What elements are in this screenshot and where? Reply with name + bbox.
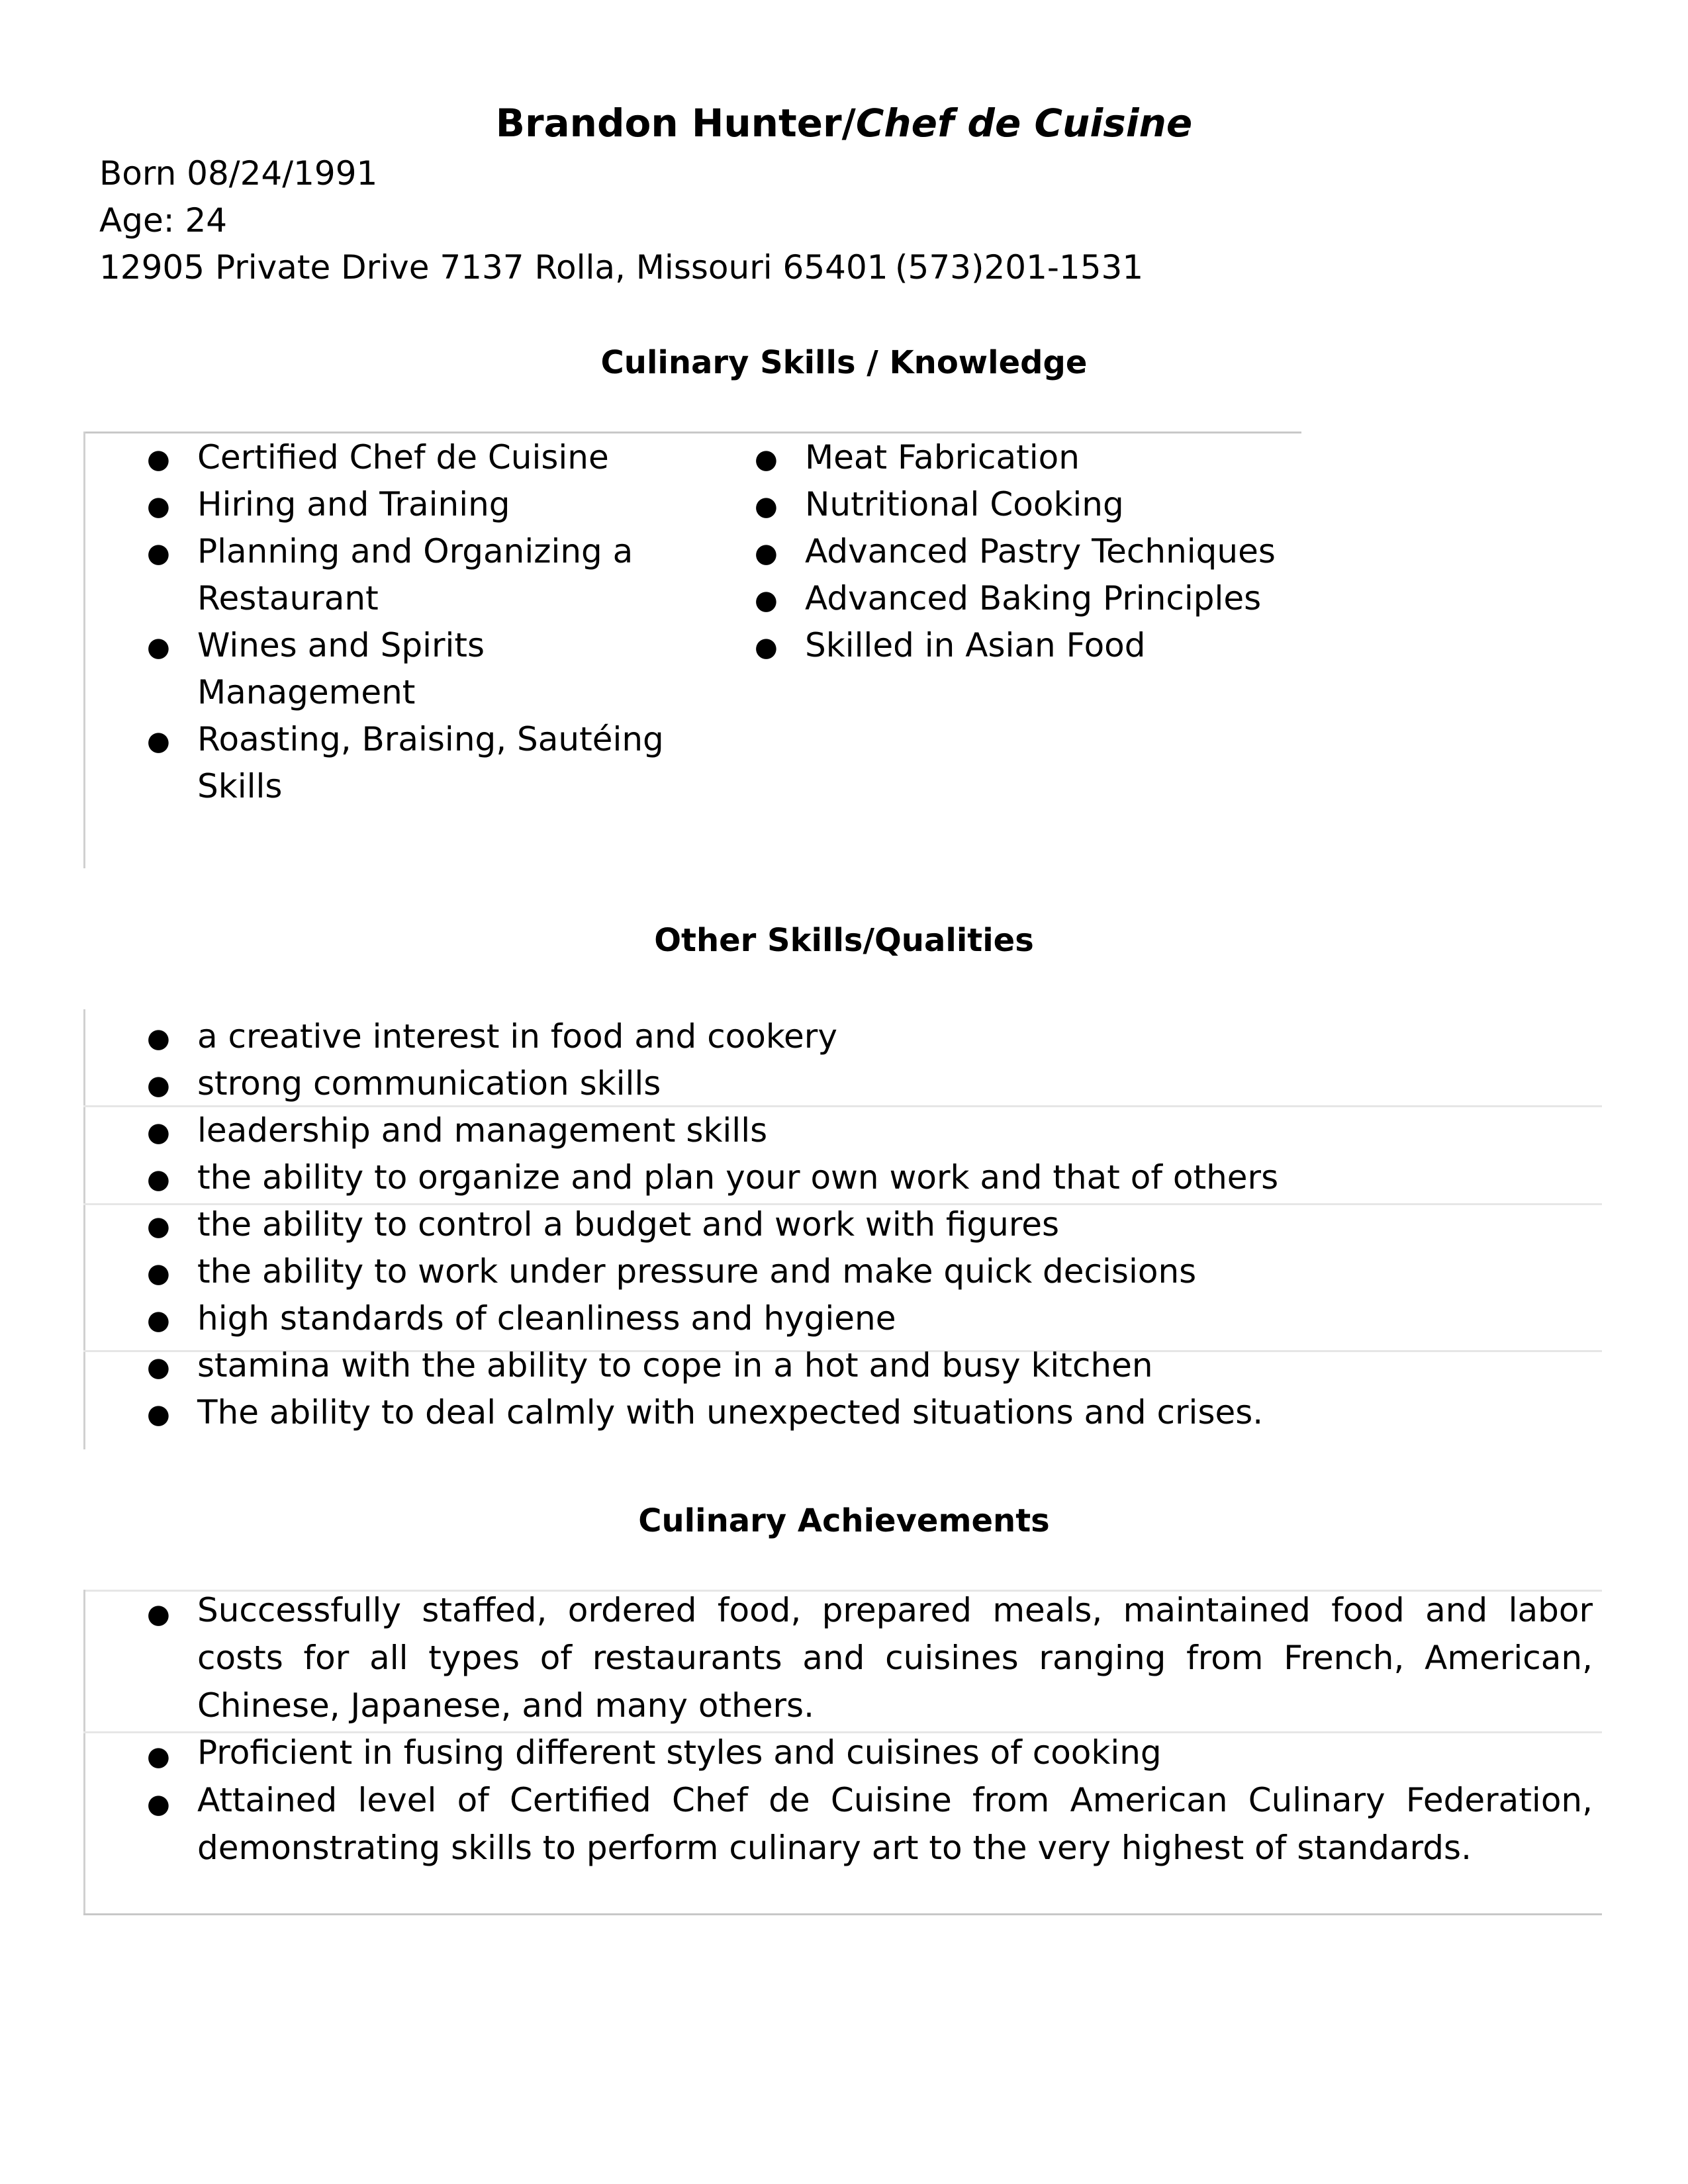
list-item: Attained level of Certified Chef de Cuisine from American Culinary Federation, demonstrating skills to perform culinary art to the very highest of standards. [197, 1781, 1593, 1867]
bullet-icon: ● [147, 1352, 170, 1383]
candidate-role: Chef de Cuisine [855, 101, 1193, 146]
list-item: leadership and management skills [197, 1111, 768, 1150]
candidate-name: Brandon Hunter [495, 101, 842, 146]
list-item: stamina with the ability to cope in a hot and busy kitchen [197, 1346, 1153, 1385]
bullet-icon: ● [147, 1023, 170, 1054]
bullet-icon: ● [147, 1789, 170, 1819]
table-divider [83, 1105, 1602, 1107]
title-separator: / [841, 101, 856, 146]
bullet-icon: ● [147, 538, 170, 569]
list-item: Advanced Pastry Techniques [805, 532, 1276, 570]
bullet-icon: ● [147, 726, 170, 756]
bullet-icon: ● [755, 585, 778, 615]
other-skills-heading: Other Skills/Qualities [654, 922, 1034, 959]
bullet-icon: ● [147, 1070, 170, 1101]
bullet-icon: ● [147, 1258, 170, 1289]
bullet-icon: ● [755, 444, 778, 475]
bullet-icon: ● [147, 444, 170, 475]
achievements-heading: Culinary Achievements [638, 1502, 1050, 1539]
list-item: Advanced Baking Principles [805, 579, 1262, 617]
list-item: Restaurant [197, 579, 379, 617]
list-item: Wines and Spirits [197, 626, 485, 664]
list-item: the ability to control a budget and work with figures [197, 1205, 1060, 1244]
phone-number: (573)201-1531 [895, 248, 1144, 287]
address: 12905 Private Drive 7137 Rolla, Missouri 65401 [99, 248, 888, 287]
bullet-icon: ● [147, 1399, 170, 1430]
list-item: Meat Fabrication [805, 438, 1080, 477]
list-item: strong communication skills [197, 1064, 661, 1103]
list-item: the ability to organize and plan your own work and that of others [197, 1158, 1279, 1197]
list-item: Planning and Organizing a [197, 532, 633, 570]
age: Age: 24 [99, 201, 228, 240]
table-border-left [83, 432, 85, 868]
list-item: Nutritional Cooking [805, 485, 1124, 523]
bullet-icon: ● [147, 1305, 170, 1336]
bullet-icon: ● [147, 1599, 170, 1629]
table-border-left [83, 1590, 85, 1914]
list-item: Skilled in Asian Food [805, 626, 1146, 664]
bullet-icon: ● [147, 1164, 170, 1195]
table-border-left [83, 1009, 85, 1449]
bullet-icon: ● [755, 538, 778, 569]
bullet-icon: ● [147, 1741, 170, 1772]
culinary-skills-heading: Culinary Skills / Knowledge [600, 344, 1088, 381]
list-item: the ability to work under pressure and make quick decisions [197, 1252, 1197, 1291]
list-item: Successfully staffed, ordered food, prepared meals, maintained food and labor costs for all types of restaurants and cuisines ranging from French, American, Chinese, Japanese, and many others. [197, 1591, 1593, 1725]
bullet-icon: ● [147, 632, 170, 662]
bullet-icon: ● [147, 1117, 170, 1148]
list-item: Management [197, 673, 416, 711]
bullet-icon: ● [147, 491, 170, 522]
list-item: The ability to deal calmly with unexpected situations and crises. [197, 1393, 1264, 1432]
list-item: Certified Chef de Cuisine [197, 438, 609, 477]
list-item: Roasting, Braising, Sautéing [197, 720, 664, 758]
bullet-icon: ● [147, 1211, 170, 1242]
table-border-top [83, 432, 1301, 433]
bullet-icon: ● [755, 491, 778, 522]
list-item: Skills [197, 767, 283, 805]
page-title [0, 101, 1688, 146]
list-item: Hiring and Training [197, 485, 510, 523]
table-border-bottom [83, 1913, 1602, 1915]
list-item: Proficient in fusing different styles and cuisines of cooking [197, 1733, 1162, 1772]
list-item: a creative interest in food and cookery [197, 1017, 837, 1056]
bullet-icon: ● [755, 632, 778, 662]
born-date: Born 08/24/1991 [99, 154, 378, 193]
list-item: high standards of cleanliness and hygiene [197, 1299, 896, 1338]
